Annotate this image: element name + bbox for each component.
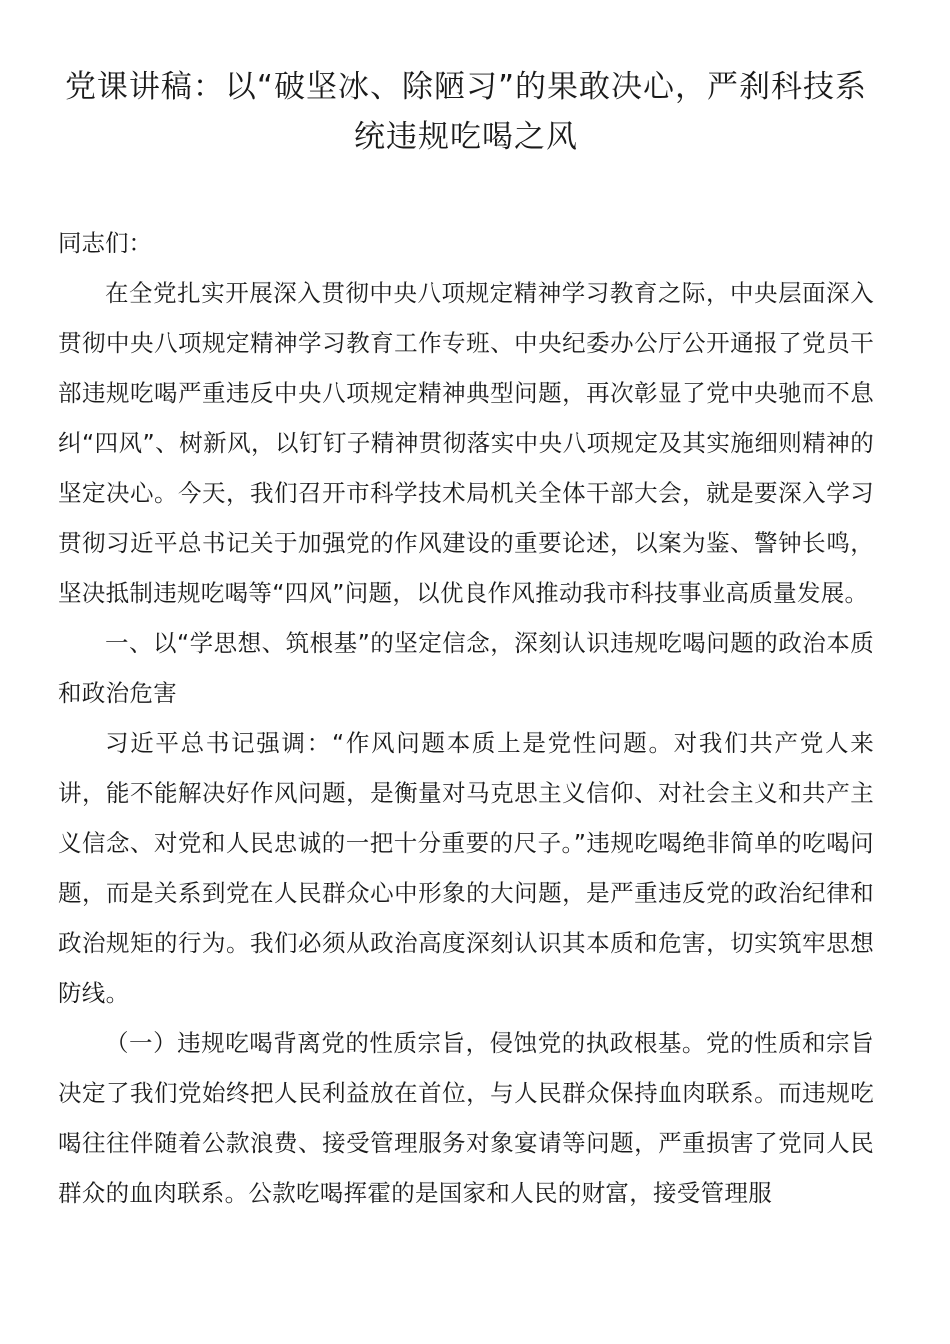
section-heading-1: 一、以“学思想、筑根基”的坚定信念，深刻认识违规吃喝问题的政治本质和政治危害 — [58, 629, 874, 707]
paragraph-quote: 习近平总书记强调：“作风问题本质上是党性问题。对我们共产党人来讲，能不能解决好作风问题，是衡量对马克思主义信仰、对社会主义和共产主义信念、对党和人民忠诚的一把十分重要的尺子。”违规吃喝绝非简单的吃喝问题，而是关系到党在人民群众心中形象的大问题，是严重违反党的政治纪律和政治规矩的行为。我们必须从政治高度深刻认识其本质和危害，切实筑牢思想防线。 — [58, 729, 874, 1007]
paragraph-intro: 在全党扎实开展深入贯彻中央八项规定精神学习教育之际，中央层面深入贯彻中央八项规定精神学习教育工作专班、中央纪委办公厅公开通报了党员干部违规吃喝严重违反中央八项规定精神典型问题，再次彰显了党中央驰而不息纠“四风”、树新风，以钉钉子精神贯彻落实中央八项规定及其实施细则精神的坚定决心。今天，我们召开市科学技术局机关全体干部大会，就是要深入学习贯彻习近平总书记关于加强党的作风建设的重要论述，以案为鉴、警钟长鸣，坚决抵制违规吃喝等“四风”问题，以优良作风推动我市科技事业高质量发展。 — [58, 279, 874, 607]
greeting: 同志们： — [58, 229, 152, 257]
paragraph-subsection-1: （一）违规吃喝背离党的性质宗旨，侵蚀党的执政根基。党的性质和宗旨决定了我们党始终把人民利益放在首位，与人民群众保持血肉联系。而违规吃喝往往伴随着公款浪费、接受管理服务对象宴请等问题，严重损害了党同人民群众的血肉联系。公款吃喝挥霍的是国家和人民的财富，接受管理服 — [58, 1029, 874, 1207]
page-title: 党课讲稿：以“破坚冰、除陋习”的果敢决心，严刹科技系统违规吃喝之风 — [64, 69, 868, 155]
